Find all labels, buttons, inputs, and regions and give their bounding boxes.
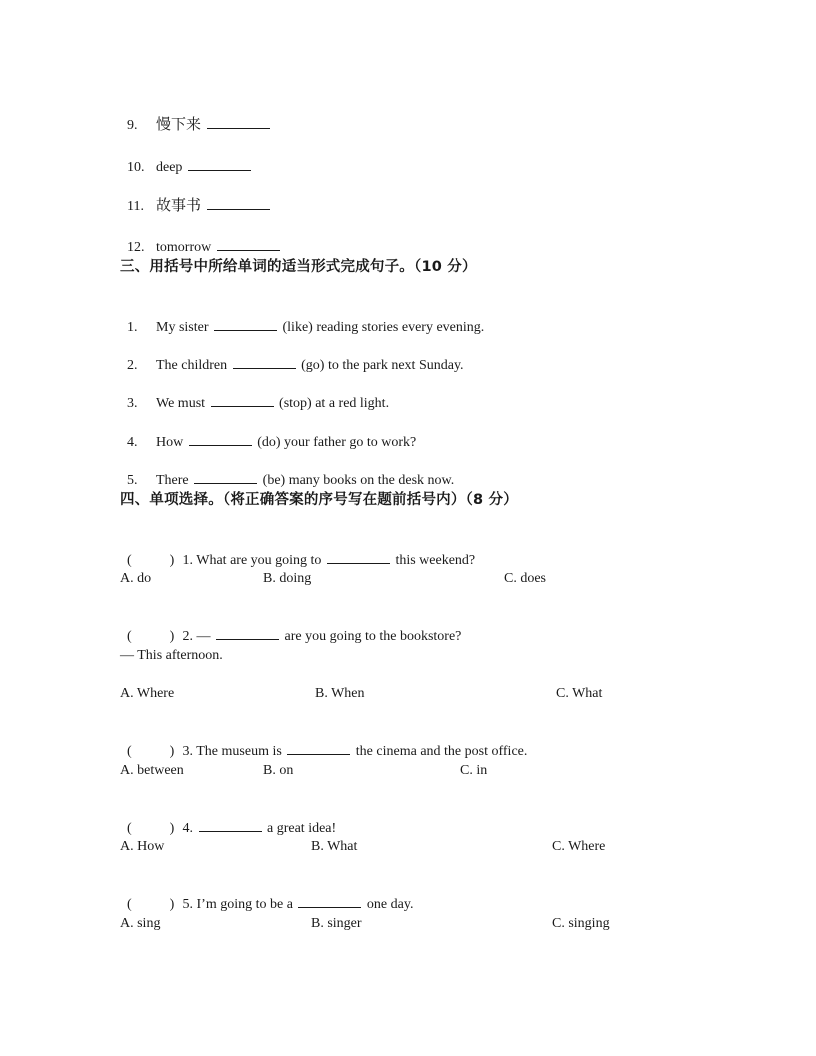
question-text-before: 3. The museum is: [182, 744, 282, 759]
answer-blank[interactable]: [189, 432, 252, 446]
answer-blank: [327, 550, 390, 564]
vocab-item-9: [120, 97, 272, 135]
question-text-before: 4.: [182, 821, 193, 836]
item-number: 9.: [127, 118, 138, 133]
question-text-after: a great idea!: [267, 821, 337, 836]
question-text-after: one day.: [366, 897, 414, 912]
fill-item-1: [120, 299, 484, 337]
option-b[interactable]: B. singer: [311, 916, 362, 931]
item-number: 3.: [127, 396, 138, 411]
question-reply: — This afternoon.: [120, 648, 223, 663]
mc-question-1: [120, 532, 475, 570]
question-text-before: 1. What are you going to: [182, 553, 322, 568]
question-text-before: 5. I’m going to be a: [182, 897, 293, 912]
question-text-before: 2. —: [182, 629, 211, 644]
item-text-after: (be) many books on the desk now.: [262, 473, 455, 488]
option-a[interactable]: A. How: [120, 839, 165, 854]
item-number: 10.: [127, 160, 145, 175]
option-a[interactable]: A. do: [120, 571, 152, 586]
answer-blank[interactable]: [207, 115, 270, 129]
item-text-after: (go) to the park next Sunday.: [301, 358, 464, 373]
fill-item-4: [120, 414, 416, 452]
item-number: 4.: [127, 435, 138, 450]
option-c[interactable]: C. What: [556, 686, 603, 701]
section-3-heading: 三、用括号中所给单词的适当形式完成句子。（10 分）: [120, 259, 477, 275]
question-text-after: the cinema and the post office.: [355, 744, 528, 759]
option-c[interactable]: C. in: [460, 763, 488, 778]
item-number: 1.: [127, 320, 138, 335]
answer-blank[interactable]: [211, 393, 274, 407]
option-a[interactable]: A. between: [120, 763, 184, 778]
option-b[interactable]: B. on: [263, 763, 294, 778]
answer-blank: [287, 741, 350, 755]
item-text: 慢下来: [156, 115, 202, 133]
item-text-after: (stop) at a red light.: [279, 396, 390, 411]
option-c[interactable]: C. Where: [552, 839, 606, 854]
question-text-after: this weekend?: [395, 553, 476, 568]
section-4-heading: 四、单项选择。（将正确答案的序号写在题前括号内）（8 分）: [120, 492, 518, 508]
mc-question-3: [120, 723, 527, 761]
item-number: 11.: [127, 199, 144, 214]
vocab-item-10: [120, 139, 253, 177]
fill-item-2: [120, 337, 464, 375]
answer-blank[interactable]: [207, 196, 270, 210]
answer-blank[interactable]: [217, 237, 280, 251]
answer-bracket[interactable]: ( ): [127, 553, 175, 568]
answer-blank[interactable]: [194, 470, 257, 484]
vocab-item-12: [120, 219, 282, 257]
item-text: 故事书: [156, 196, 202, 214]
fill-item-5: [120, 452, 454, 490]
item-number: 5.: [127, 473, 138, 488]
item-text-after: (do) your father go to work?: [257, 435, 417, 450]
item-number: 12.: [127, 240, 145, 255]
option-a[interactable]: A. Where: [120, 686, 175, 701]
item-text-after: (like) reading stories every evening.: [282, 320, 485, 335]
answer-bracket[interactable]: ( ): [127, 629, 175, 644]
answer-blank: [199, 818, 262, 832]
item-text: deep: [156, 160, 183, 175]
option-c[interactable]: C. does: [504, 571, 546, 586]
option-a[interactable]: A. sing: [120, 916, 161, 931]
option-b[interactable]: B. doing: [263, 571, 312, 586]
answer-blank: [298, 894, 361, 908]
mc-question-5: [120, 876, 413, 914]
mc-question-2: [120, 608, 461, 646]
answer-blank[interactable]: [188, 157, 251, 171]
answer-blank[interactable]: [214, 317, 277, 331]
answer-blank[interactable]: [233, 355, 296, 369]
answer-bracket[interactable]: ( ): [127, 744, 175, 759]
mc-question-4: [120, 800, 336, 838]
item-text-before: My sister: [156, 320, 209, 335]
item-text-before: We must: [156, 396, 206, 411]
option-b[interactable]: B. What: [311, 839, 358, 854]
fill-item-3: [120, 375, 389, 413]
option-c[interactable]: C. singing: [552, 916, 610, 931]
answer-bracket[interactable]: ( ): [127, 821, 175, 836]
item-number: 2.: [127, 358, 138, 373]
vocab-item-11: [120, 178, 272, 216]
question-text-after: are you going to the bookstore?: [284, 629, 462, 644]
option-b[interactable]: B. When: [315, 686, 365, 701]
answer-blank: [216, 626, 279, 640]
answer-bracket[interactable]: ( ): [127, 897, 175, 912]
item-text: tomorrow: [156, 240, 212, 255]
item-text-before: The children: [156, 358, 228, 373]
item-text-before: How: [156, 435, 184, 450]
item-text-before: There: [156, 473, 189, 488]
